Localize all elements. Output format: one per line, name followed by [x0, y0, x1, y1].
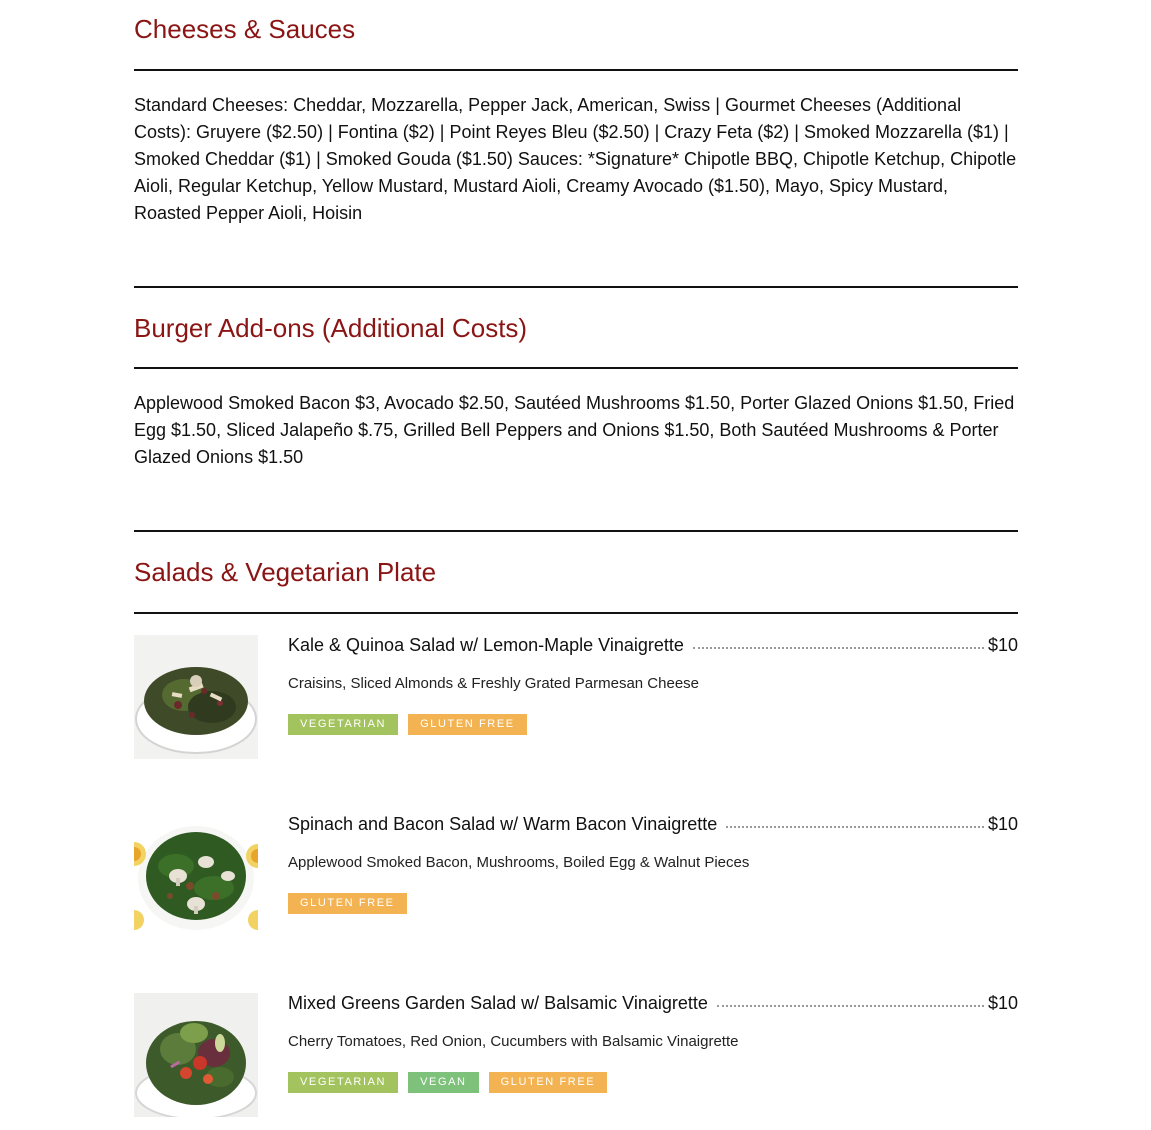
section-title-cheeses: Cheeses & Sauces [134, 14, 356, 44]
salad-photo [134, 814, 258, 938]
menu-item-body [288, 814, 1018, 914]
dotted-leader [726, 826, 984, 828]
tag-list [288, 714, 1018, 735]
section-title-salads: Salads & Vegetarian Plate [134, 557, 437, 587]
menu-item-description: Cherry Tomatoes, Red Onion, Cucumbers with Balsamic Vinaigrette [288, 1033, 739, 1050]
salad-photo [134, 635, 258, 759]
cheeses-sauces-text: Standard Cheeses: Cheddar, Mozzarella, Pepper Jack, American, Swiss | Gourmet Cheeses (Additional Costs): Gruyere ($2.50) | Fontina ($2) | Point Reyes Bleu ($2.50) | Crazy Feta ($2) | Smoked Mozzarella ($1) | Smoked Cheddar ($1) | Smoked Gouda ($1.50) Sauces: *Signature* Chipotle BBQ, Chipotle Ketchup, Chipotle Aioli, Regular Ketchup, Yellow Mustard, Mustard Aioli, Creamy Avocado ($1.50), Mayo, Spicy Mustard, Roasted Pepper Aioli, Hoisin [134, 95, 1017, 223]
menu-item [134, 635, 1018, 759]
gluten-free-tag: GLUTEN FREE [408, 714, 527, 735]
gluten-free-tag: GLUTEN FREE [288, 893, 407, 914]
tag-list [288, 893, 1018, 914]
menu-item-description: Applewood Smoked Bacon, Mushrooms, Boiled Egg & Walnut Pieces [288, 854, 750, 871]
menu-item-description: Craisins, Sliced Almonds & Freshly Grated Parmesan Cheese [288, 675, 700, 692]
divider [134, 530, 1018, 532]
menu-item-name: Kale & Quinoa Salad w/ Lemon-Maple Vinaigrette [288, 635, 684, 655]
menu-item-body [288, 993, 1018, 1093]
divider [134, 286, 1018, 288]
vegan-tag: VEGAN [408, 1072, 479, 1093]
divider [134, 367, 1018, 369]
divider [134, 69, 1018, 71]
menu-item-header [288, 814, 1018, 842]
dotted-leader [717, 1005, 984, 1007]
addons-text: Applewood Smoked Bacon $3, Avocado $2.50, Sautéed Mushrooms $1.50, Porter Glazed Onions $1.50, Fried Egg $1.50, Sliced Jalapeño $.75, Grilled Bell Peppers and Onions $1.50, Both Sautéed Mushrooms & Porter Glazed Onions $1.50 [134, 393, 1015, 467]
menu-item-header [288, 635, 1018, 663]
menu-item-price: $10 [987, 814, 1018, 834]
menu-item-name: Spinach and Bacon Salad w/ Warm Bacon Vinaigrette [288, 814, 718, 834]
gluten-free-tag: GLUTEN FREE [489, 1072, 608, 1093]
menu-item-header [288, 993, 1018, 1021]
vegetarian-tag: VEGETARIAN [288, 1072, 398, 1093]
menu-item [134, 993, 1018, 1117]
menu-item-body [288, 635, 1018, 735]
tag-list [288, 1072, 1018, 1093]
vegetarian-tag: VEGETARIAN [288, 714, 398, 735]
section-title-addons: Burger Add-ons (Additional Costs) [134, 313, 528, 343]
dotted-leader [693, 647, 984, 649]
menu-item-name: Mixed Greens Garden Salad w/ Balsamic Vinaigrette [288, 993, 708, 1013]
salad-photo [134, 993, 258, 1117]
divider [134, 612, 1018, 614]
menu-item-price: $10 [987, 993, 1018, 1013]
menu-item [134, 814, 1018, 938]
menu-item-price: $10 [987, 635, 1018, 655]
